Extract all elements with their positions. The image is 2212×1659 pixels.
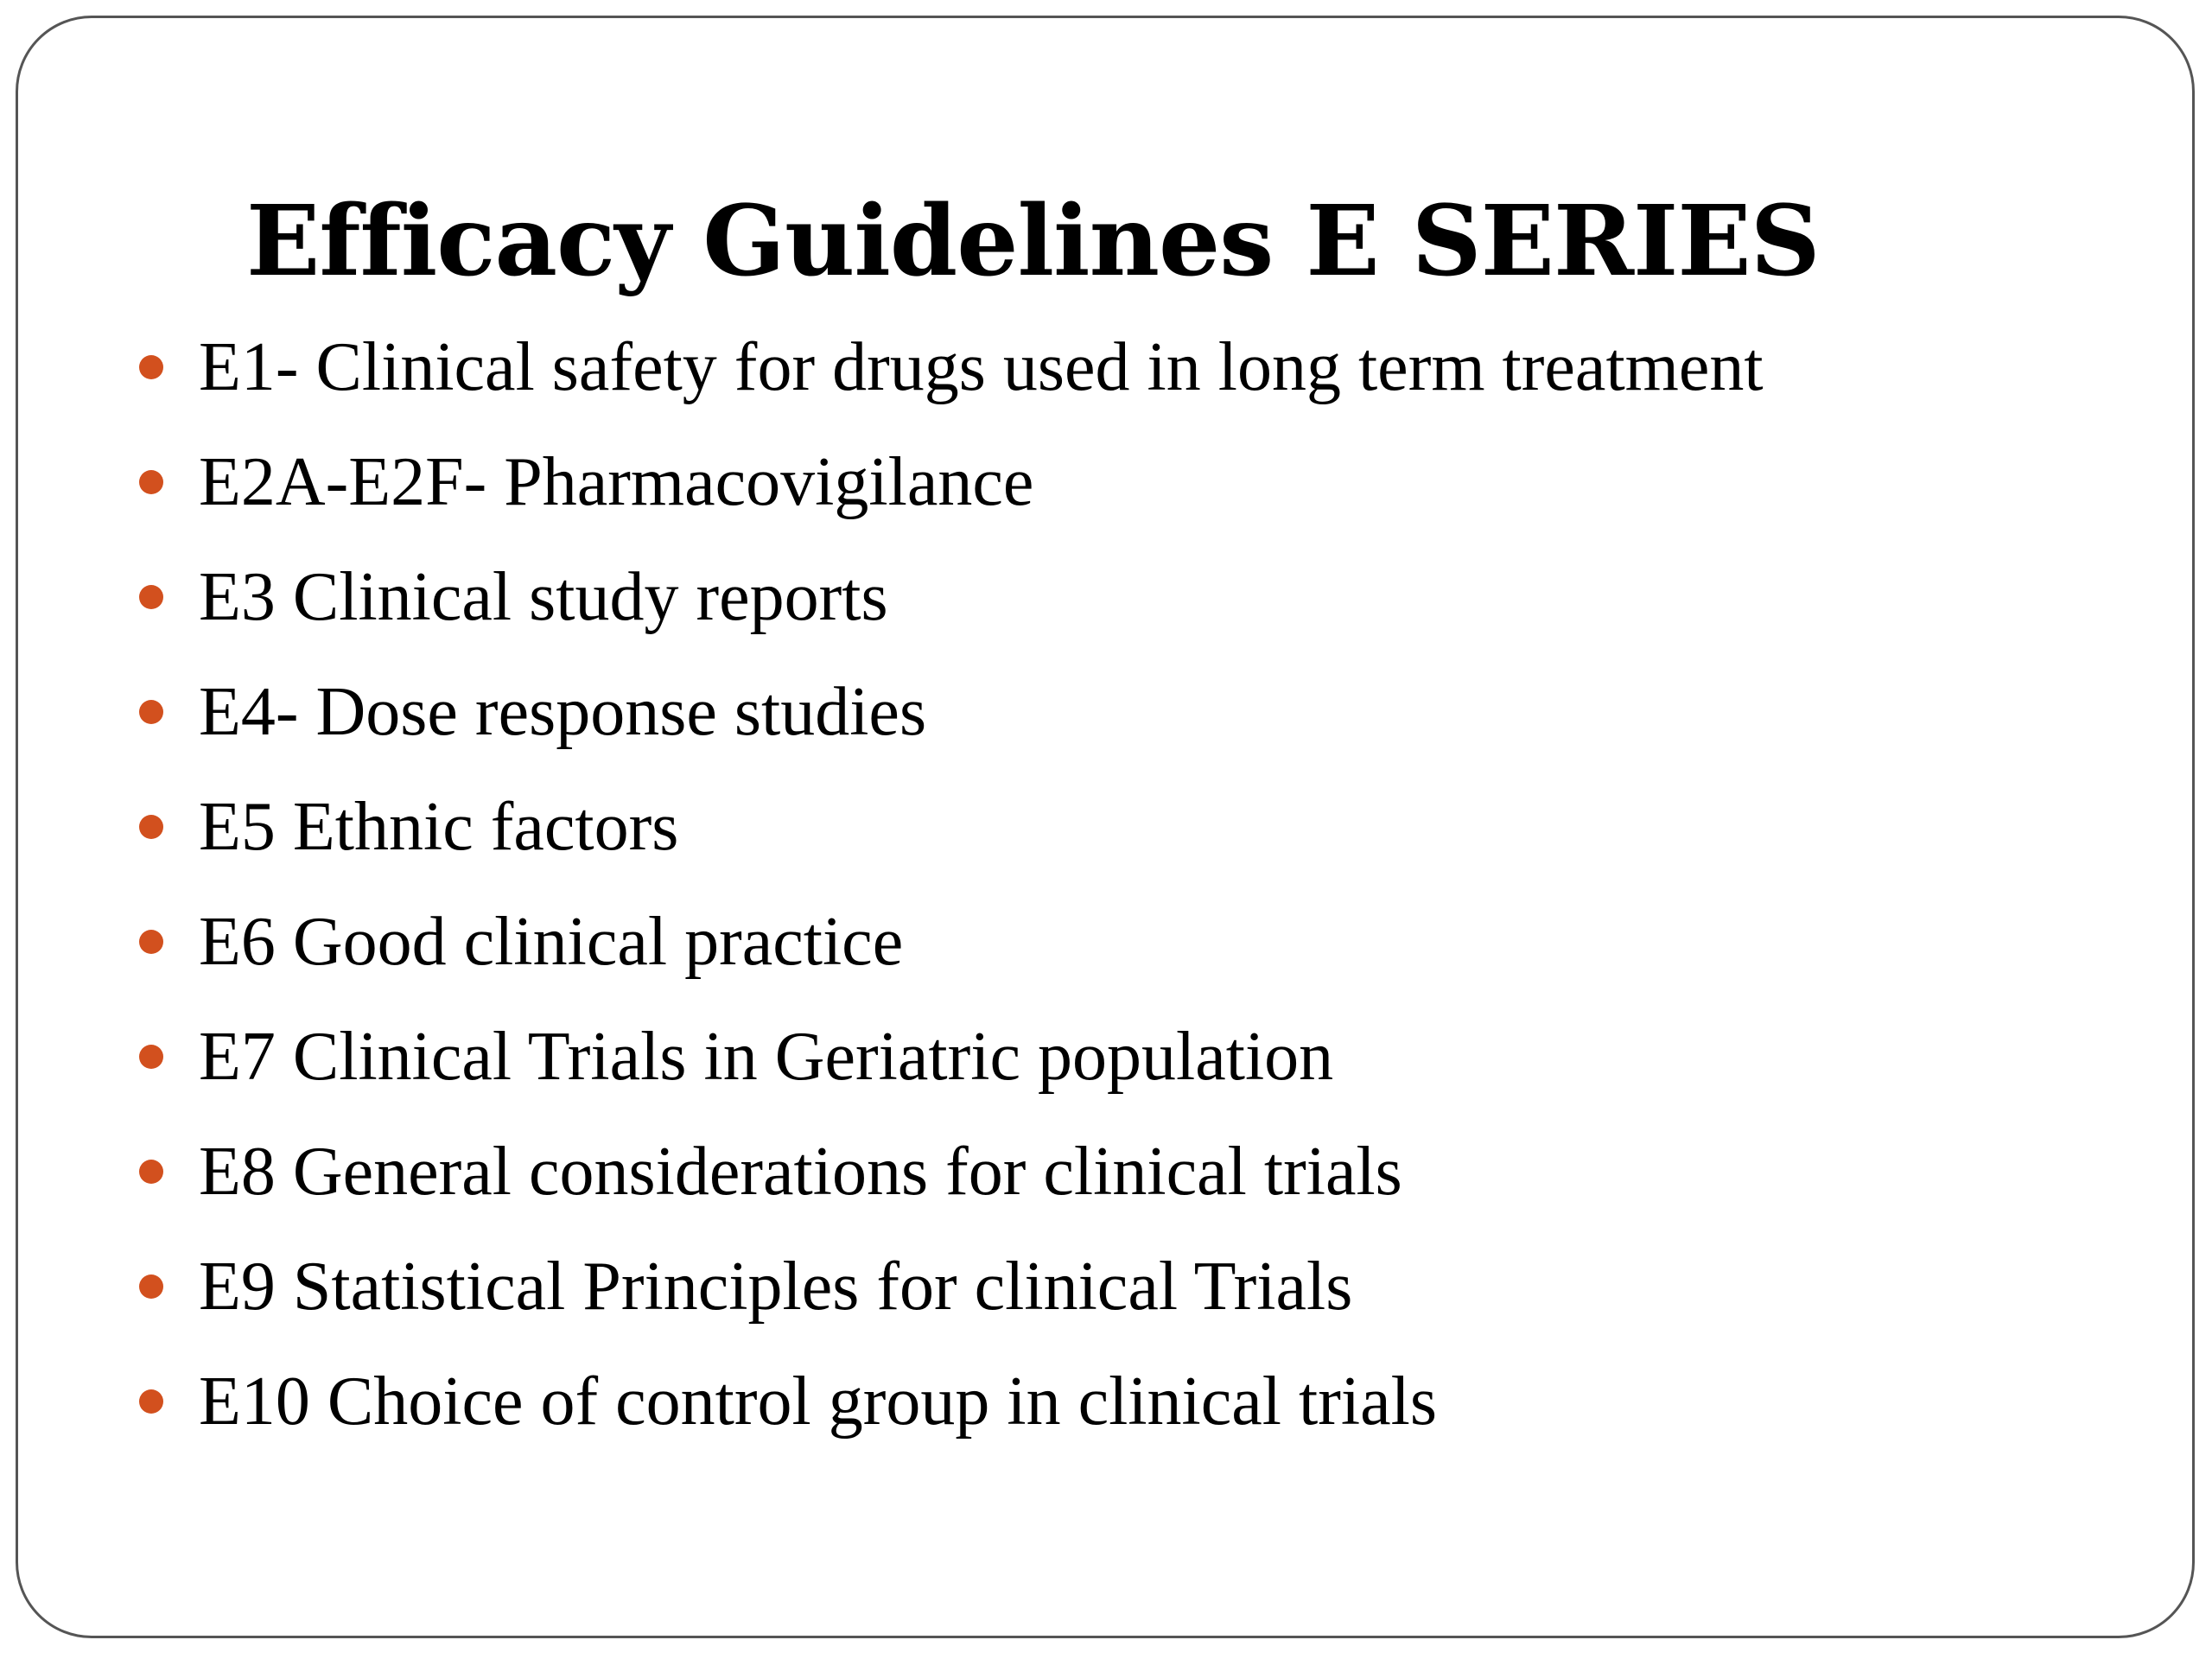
list-item-text: E8 General considerations for clinical trials — [199, 1134, 1402, 1210]
bullet-dot-icon — [139, 470, 163, 494]
bullet-dot-icon — [139, 930, 163, 954]
slide-title: Efficacy Guidelines E SERIES — [246, 185, 1820, 298]
bullet-dot-icon — [139, 1160, 163, 1184]
bullet-dot-icon — [139, 585, 163, 609]
bullet-dot-icon — [139, 1045, 163, 1069]
list-item-text: E6 Good clinical practice — [199, 904, 904, 980]
bullet-dot-icon — [139, 1274, 163, 1299]
bullet-dot-icon — [139, 815, 163, 839]
list-item-text: E9 Statistical Principles for clinical Trials — [199, 1249, 1353, 1325]
bullet-dot-icon — [139, 700, 163, 724]
list-item-text: E3 Clinical study reports — [199, 559, 888, 635]
list-item-text: E1- Clinical safety for drugs used in long term treatment — [199, 329, 1764, 405]
list-item-text: E5 Ethnic factors — [199, 789, 679, 865]
bullet-dot-icon — [139, 355, 163, 379]
list-item-text: E2A-E2F- Pharmacovigilance — [199, 444, 1034, 520]
list-item-text: E7 Clinical Trials in Geriatric population — [199, 1019, 1334, 1095]
bullet-dot-icon — [139, 1389, 163, 1414]
list-item-text: E10 Choice of control group in clinical trials — [199, 1363, 1437, 1440]
list-item-text: E4- Dose response studies — [199, 674, 927, 750]
